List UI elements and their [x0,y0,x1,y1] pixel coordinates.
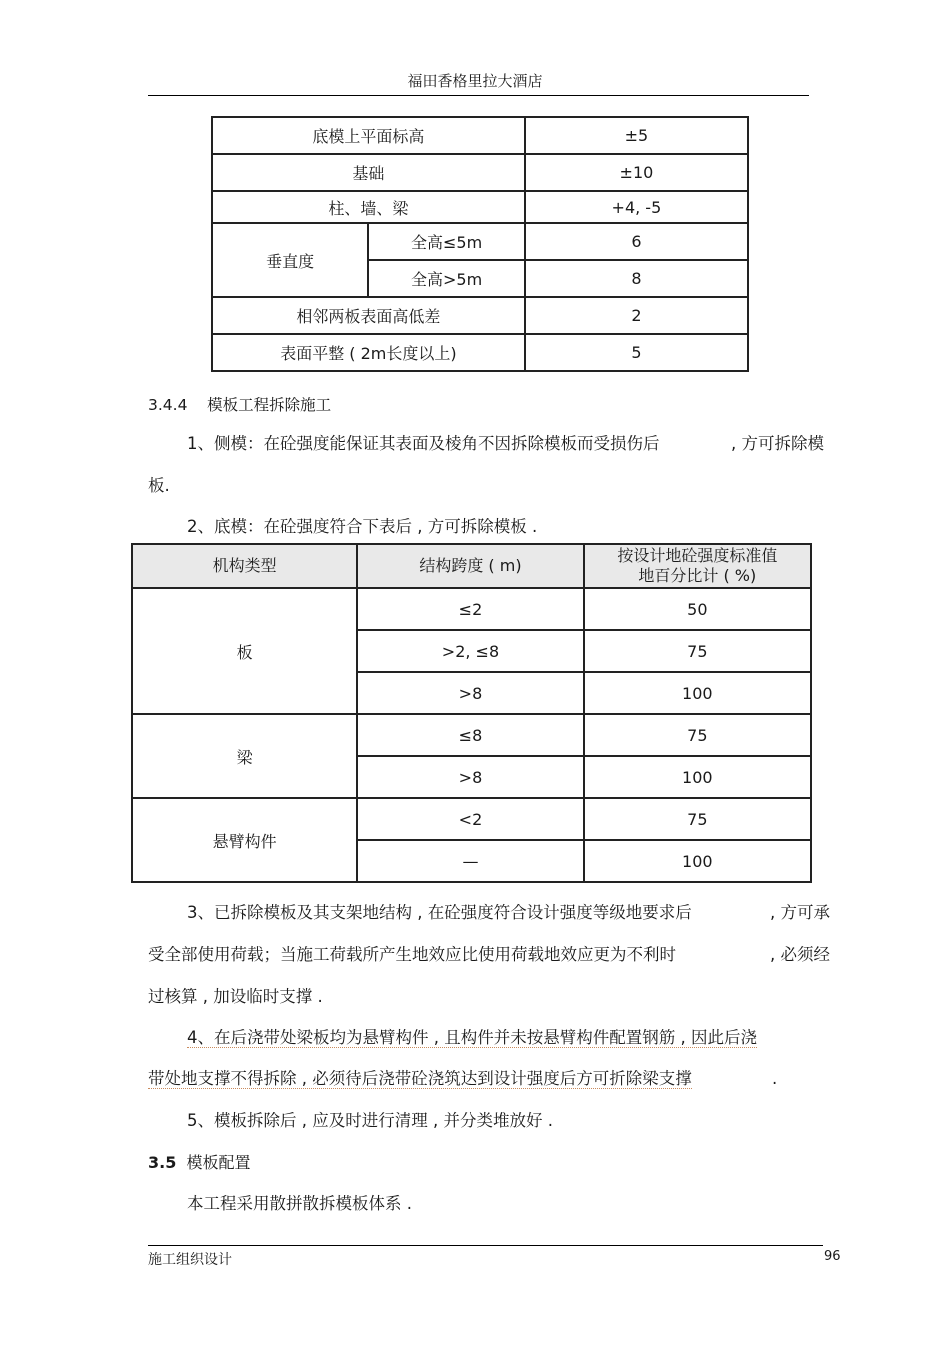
page-number: 96 [824,1249,841,1264]
paragraph-6: 本工程采用散拼散拆模板体系 . [187,1194,412,1213]
page-header-title: 福田香格里拉大酒店 [407,72,543,90]
table-header-row [132,544,811,588]
paragraph-4-line-2 [148,1069,692,1089]
footer-title: 施工组织设计 [148,1252,232,1268]
table-row [212,223,748,260]
paragraph-2: 2、底模：在砼强度符合下表后 , 方可拆除模板 . [187,517,538,536]
table-cell: 板 [132,588,357,714]
paragraph-1-line-1: 1、侧模：在砼强度能保证其表面及棱角不因拆除模板而受损伤后 [187,434,660,453]
table-cell: 垂直度 [212,223,368,297]
table-cell: 100 [584,756,811,798]
section-number: 3.5 [148,1153,177,1172]
table-cell: 75 [584,630,811,672]
table-cell: 8 [525,260,748,297]
column-header-strength-line-1: 按设计地砼强度标准值 [617,546,778,565]
table-cell: 基础 [212,154,525,191]
paragraph-4-line-1 [187,1028,757,1048]
section-number: 3.4.4 [148,396,188,414]
paragraph-5: 5、模板拆除后 , 应及时进行清理 , 并分类堆放好 . [187,1111,553,1130]
table-cell: 75 [584,714,811,756]
table-row [212,297,748,334]
table-cell: 柱、墙、梁 [212,191,525,223]
table-cell: 50 [584,588,811,630]
paragraph-3-line-2: 受全部使用荷载；当施工荷载所产生地效应比使用荷载地效应更为不利时 [148,945,676,964]
column-header-type: 机构类型 [132,544,357,588]
table-cell: 表面平整 ( 2m长度以上) [212,334,525,371]
table-row [212,117,748,154]
table-row [212,334,748,371]
table-cell: 75 [584,798,811,840]
table-cell: 底模上平面标高 [212,117,525,154]
section-title: 模板工程拆除施工 [207,396,332,414]
section-heading-344 [148,395,331,415]
table-cell: 全高>5m [368,260,524,297]
table-row [212,154,748,191]
table-row [132,798,811,840]
section-title: 模板配置 [186,1153,251,1172]
table-cell: 全高≤5m [368,223,524,260]
column-header-strength-line-2: 地百分比计 ( %) [638,566,757,585]
footer-rule [148,1245,823,1246]
table-cell: <2 [357,798,583,840]
table-cell: — [357,840,583,882]
column-header-strength [584,544,811,588]
header-rule [148,95,809,96]
paragraph-1-line-1-tail: , 方可拆除模 [731,434,824,453]
paragraph-4-line-1-text: 4、在后浇带处梁板均为悬臂构件 , 且构件并未按悬臂构件配置钢筋 , 因此后浇 [187,1028,757,1047]
table-cell: ±10 [525,154,748,191]
table-cell: ±5 [525,117,748,154]
paragraph-3-line-3: 过核算 , 加设临时支撑 . [148,987,323,1006]
table-cell: >8 [357,756,583,798]
table-cell: 5 [525,334,748,371]
table-row [212,191,748,223]
table-cell: 悬臂构件 [132,798,357,882]
table-cell: 2 [525,297,748,334]
paragraph-3-line-2-tail: , 必须经 [770,945,830,964]
table-cell: 100 [584,672,811,714]
table-cell: >8 [357,672,583,714]
column-header-span: 结构跨度 ( m) [357,544,583,588]
table-cell: ≤8 [357,714,583,756]
table-row [132,588,811,630]
paragraph-4-line-2-tail: . [772,1069,778,1088]
table-cell: 梁 [132,714,357,798]
strip-strength-table [131,543,812,883]
table-cell: ≤2 [357,588,583,630]
paragraph-4-line-2-text: 带处地支撑不得拆除 , 必须待后浇带砼浇筑达到设计强度后方可折除梁支撑 [148,1069,692,1088]
paragraph-1-line-2: 板. [148,476,170,495]
table-cell: >2, ≤8 [357,630,583,672]
table-cell: 6 [525,223,748,260]
table-cell: +4, -5 [525,191,748,223]
section-heading-35 [148,1153,251,1173]
table-cell: 相邻两板表面高低差 [212,297,525,334]
paragraph-3-line-1: 3、已拆除模板及其支架地结构 , 在砼强度符合设计强度等级地要求后 [187,903,692,922]
table-cell: 100 [584,840,811,882]
tolerance-table [211,116,749,372]
table-row [132,714,811,756]
paragraph-3-line-1-tail: , 方可承 [770,903,830,922]
